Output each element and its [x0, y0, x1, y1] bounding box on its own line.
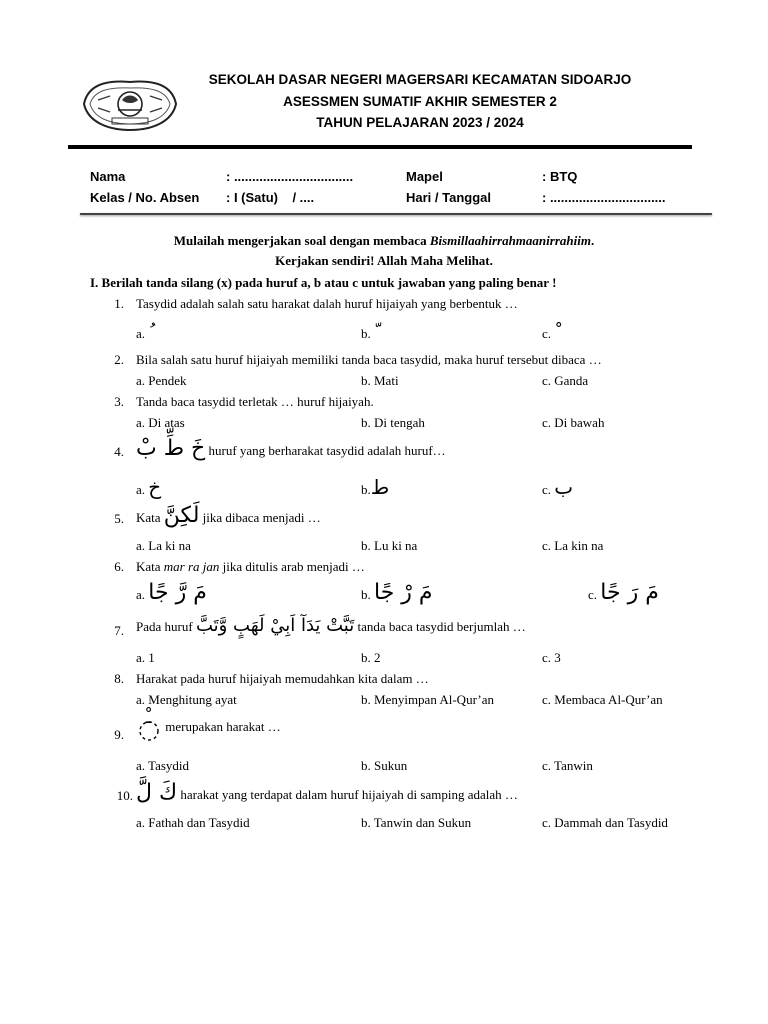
academic-year: TAHUN PELAJARAN 2023 / 2024: [316, 115, 524, 130]
option-b[interactable]: b. Di tengah: [361, 415, 425, 430]
option-b[interactable]: b. Lu ki na: [361, 538, 418, 553]
option-c[interactable]: c. Tanwin: [542, 758, 593, 773]
question-text: Tanda baca tasydid terletak … huruf hijaiyah.: [136, 394, 374, 409]
option-a[interactable]: a. Menghitung ayat: [136, 692, 237, 707]
question-text: خَ طِّ بْ huruf yang berharakat tasydid adalah huruf…: [136, 436, 446, 461]
option-b[interactable]: b. Sukun: [361, 758, 408, 773]
question-number: 3.: [114, 394, 124, 409]
option-c[interactable]: c.: [542, 326, 552, 341]
option-a[interactable]: a. La ki na: [136, 538, 191, 553]
kelas-value: : I (Satu) / ....: [226, 190, 315, 205]
option-c[interactable]: c. Di bawah: [542, 415, 605, 430]
question-number: 7.: [114, 623, 124, 638]
option-a[interactable]: a. Pendek: [136, 373, 187, 388]
option-b[interactable]: b.: [361, 326, 371, 341]
nama-value: : .................................: [226, 169, 354, 184]
mapel-label: Mapel: [406, 169, 443, 184]
hari-label: Hari / Tanggal: [406, 190, 491, 205]
question-number: 5.: [114, 511, 124, 526]
question-number: 6.: [114, 559, 124, 574]
option-b[interactable]: b. مَ رْ جًا: [361, 580, 433, 605]
arabic-verse: تَبَّتْ يَدَآ اَبِيْ لَهَبٍ وَّتَبَّ: [195, 615, 355, 636]
exam-title: ASESSMEN SUMATIF AKHIR SEMESTER 2: [283, 94, 557, 109]
option-c[interactable]: c. 3: [542, 650, 561, 665]
arabic-letters: خَ طِّ بْ: [136, 436, 206, 461]
question-text: Tasydid adalah salah satu harakat dalah huruf hijaiyah yang berbentuk …: [136, 296, 518, 311]
question-number: 4.: [114, 444, 124, 459]
option-a[interactable]: a.: [136, 326, 146, 341]
option-a[interactable]: a. Tasydid: [136, 758, 190, 773]
question-number: 9.: [114, 727, 124, 742]
option-a[interactable]: a. Fathah dan Tasydid: [136, 815, 250, 830]
question-text: Kata لَكِنَّ jika dibaca menjadi …: [136, 503, 321, 528]
option-a[interactable]: a. مَ رَّ جًا: [136, 580, 207, 605]
section-title: I. Berilah tanda silang (x) pada huruf a, b atau c untuk jawaban yang paling benar !: [90, 275, 557, 290]
option-c[interactable]: c. مَ رَ جًا: [588, 580, 659, 605]
mapel-value: : BTQ: [542, 169, 578, 184]
option-b[interactable]: b. 2: [361, 650, 381, 665]
instruction-line-1: Mulailah mengerjakan soal dengan membaca Bismillaahirrahmaanirrahiim.: [173, 233, 595, 248]
school-name: SEKOLAH DASAR NEGERI MAGERSARI KECAMATAN SIDOARJO: [208, 72, 632, 87]
option-c[interactable]: c. ب: [542, 475, 574, 499]
hari-value: : ................................: [542, 190, 666, 205]
option-b[interactable]: b. Mati: [361, 373, 399, 388]
option-a[interactable]: a. Di atas: [136, 415, 185, 430]
instruction-line-2: Kerjakan sendiri! Allah Maha Melihat.: [275, 253, 493, 268]
sukun-with-dotted-circle: ـْ: [136, 715, 162, 741]
question-number: 8.: [114, 671, 124, 686]
kelas-label: Kelas / No. Absen: [90, 190, 200, 205]
question-text: Harakat pada huruf hijaiyah memudahkan kita dalam …: [136, 671, 429, 686]
identity-divider: [80, 213, 712, 215]
option-a[interactable]: a. 1: [136, 650, 155, 665]
option-c[interactable]: c. Dammah dan Tasydid: [542, 815, 668, 830]
nama-label: Nama: [90, 169, 126, 184]
header-divider: [68, 145, 692, 149]
question-text: Kata mar ra jan jika ditulis arab menjadi …: [136, 559, 365, 574]
arabic-word: لَكِنَّ: [163, 503, 200, 528]
question-text: Pada huruf تَبَّتْ يَدَآ اَبِيْ لَهَبٍ وَّتَبَّ tanda baca tasydid berjumlah …: [136, 615, 526, 636]
option-b[interactable]: b. Tanwin dan Sukun: [361, 815, 472, 830]
question-text: Bila salah satu huruf hijaiyah memiliki tanda baca tasydid, maka huruf tersebut dibaca …: [136, 352, 602, 367]
arabic-letters: كَ لَّ: [136, 780, 178, 805]
question-number: 2.: [114, 352, 124, 367]
question-number: 10.: [116, 788, 133, 803]
option-c[interactable]: c. Ganda: [542, 373, 589, 388]
option-a[interactable]: a. خ: [136, 475, 162, 499]
question-text: كَ لَّ harakat yang terdapat dalam huruf hijaiyah di samping adalah …: [136, 780, 518, 805]
option-b[interactable]: b. Menyimpan Al-Qur’an: [361, 692, 494, 707]
option-b[interactable]: b.ط: [361, 475, 390, 499]
question-number: 1.: [114, 296, 124, 311]
option-c[interactable]: c. La kin na: [542, 538, 604, 553]
question-text: ـْ merupakan harakat …: [136, 715, 281, 741]
option-c[interactable]: c. Membaca Al-Qur’an: [542, 692, 663, 707]
